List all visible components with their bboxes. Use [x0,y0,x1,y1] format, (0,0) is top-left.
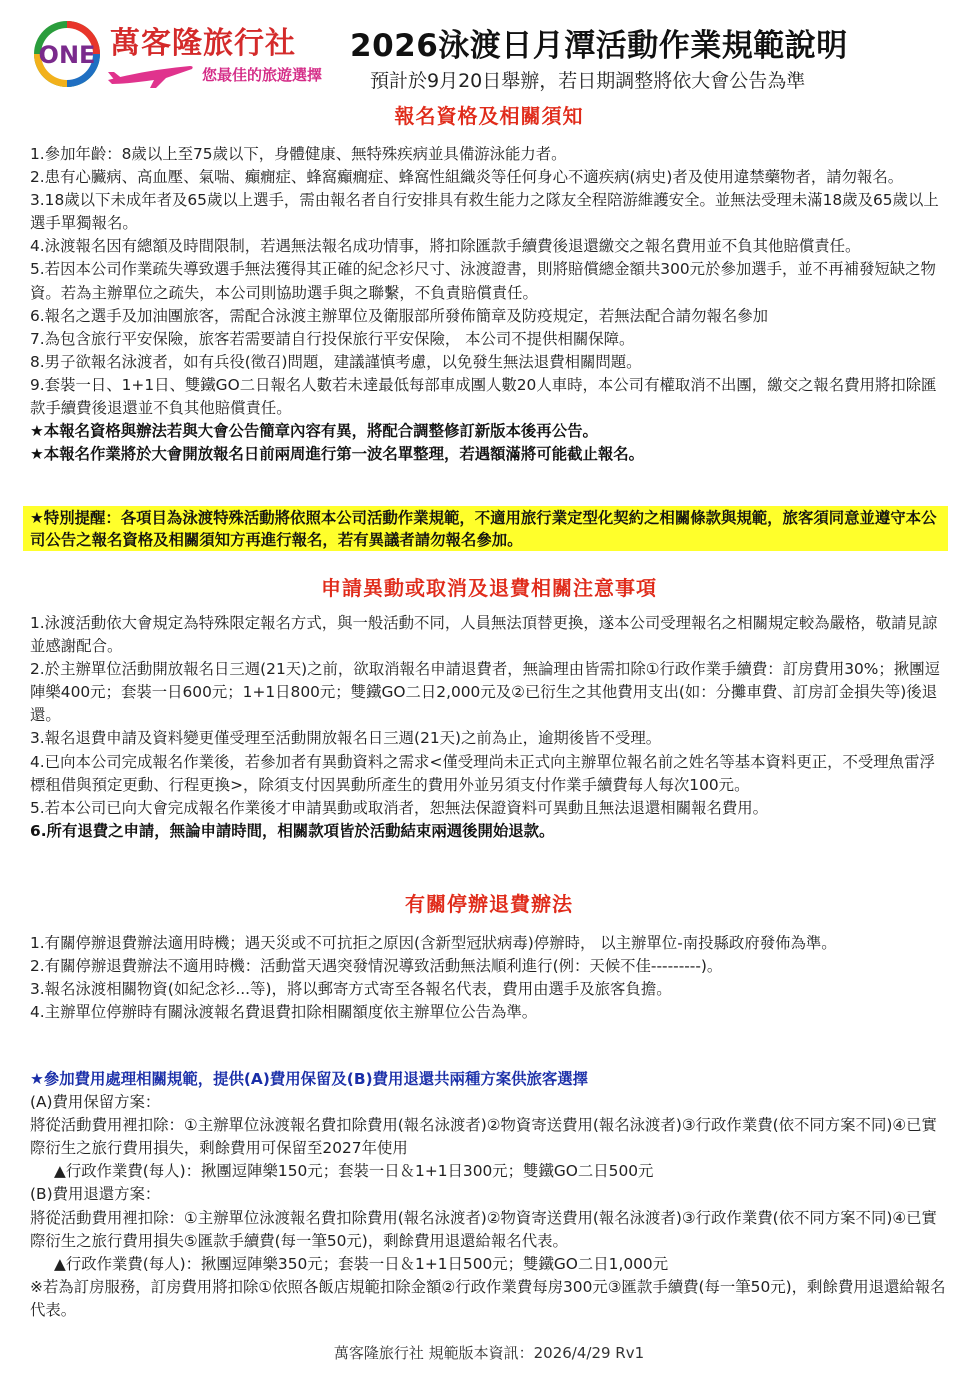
airplane-icon [106,60,196,90]
list-item: 2.於主辦單位活動開放報名日三週(21天)之前，欲取消報名申請退費者，無論理由皆需扣除①行政作業手續費：訂房費用30%；揪團逗陣樂400元；套裝一日600元；1+1日800元；雙鐵GO二日2,000元及②已衍生之其他費用支出(如：分攤車費、訂房訂金損失等)後退還。 [30,660,940,725]
company-logo [30,14,340,94]
fee-heading: ★參加費用處理相關規範，提供(A)費用保留及(B)費用退還共兩種方案供旅客選擇 [30,1070,589,1088]
header [0,0,978,100]
list-item: 6.報名之選手及加油團旅客，需配合泳渡主辦單位及衛服部所發佈簡章及防疫規定，若無法配合請勿報名參加 [30,306,769,325]
logo-text: ONE [38,41,96,69]
plan-b-title: (B)費用退還方案： [30,1185,161,1204]
hotel-note: ※若為訂房服務，訂房費用將扣除①依照各飯店規範扣除金額②行政作業費每房300元③匯款手續費(每一筆50元)，剩餘費用退還給報名代表。 [30,1277,946,1319]
eligibility-list [30,143,950,466]
plan-b-text: 將從活動費用裡扣除：①主辦單位泳渡報名費扣除費用(報名泳渡者)②物資寄送費用(報名泳渡者)③行政作業費(依不同方案不同)④已實際衍生之旅行費用損失⑤匯款手續費(每一筆50元)，剩餘費用退還給報名代表。 [30,1208,937,1250]
cancellation-list [30,612,950,843]
section-heading-cancellation: 申請異動或取消及退費相關注意事項 [321,576,657,600]
list-item: 5.若因本公司作業疏失導致選手無法獲得其正確的紀念衫尺寸、泳渡證書，則將賠償總金額共300元於參加選手，並不再補發短缺之物資。若為主辦單位之疏失，本公司則協助選手與之聯繫，不負責賠償責任。 [30,260,936,302]
list-item-bold: 6.所有退費之申請，無論申請時間，相關款項皆於活動結束兩週後開始退款。 [30,821,555,840]
one-logo-icon [30,18,104,90]
plan-a-text: 將從活動費用裡扣除：①主辦單位泳渡報名費扣除費用(報名泳渡者)②物資寄送費用(報名泳渡者)③行政作業費(依不同方案不同)④已實際衍生之旅行費用損失，剩餘費用可保留至2027年使用 [30,1116,937,1158]
list-item: 1.泳渡活動依大會規定為特殊限定報名方式，與一般活動不同，人員無法頂替更換，遂本公司受理報名之相關規定較為嚴格，敬請見諒並感謝配合。 [30,614,938,656]
list-item: 7.為包含旅行平安保險，旅客若需要請自行投保旅行平安保險， 本公司不提供相關保障。 [30,329,635,348]
special-reminder-text: ★特別提醒：各項目為泳渡特殊活動將依照本公司活動作業規範，不適用旅行業定型化契約之相關條款與規範，旅客須同意並遵守本公司公告之報名資格及相關須知方再進行報名，若有異議者請勿報名參加。 [30,509,937,549]
list-item: 3.18歲以下未成年者及65歲以上選手，需由報名者自行安排具有救生能力之隊友全程陪游維護安全。並無法受理未滿18歲及65歲以上選手單獨報名。 [30,191,939,233]
fee-plans [30,1068,950,1322]
list-item: 1.參加年齡：8歲以上至75歲以下，身體健康、無特殊疾病並具備游泳能力者。 [30,145,567,163]
list-item: 2.有關停辦退費辦法不適用時機：活動當天遇突發情況導致活動無法順利進行(例：天候不佳---------)。 [30,957,723,976]
list-item: 5.若本公司已向大會完成報名作業後才申請異動或取消者，恕無法保證資料可異動且無法退還相關報名費用。 [30,798,769,817]
section-heading-suspension: 有關停辦退費辦法 [405,892,573,916]
brand-name: 萬客隆旅行社 [110,26,296,61]
slogan: 您最佳的旅遊選擇 [202,66,323,84]
list-item: 2.患有心臟病、高血壓、氣喘、癲癇症、蜂窩癲癇症、蜂窩性組織炎等任何身心不適疾病(病史)者及使用違禁藥物者，請勿報名。 [30,168,904,187]
list-item: 4.泳渡報名因有總額及時間限制，若遇無法報名成功情事，將扣除匯款手續費後退還繳交之報名費用並不負其他賠償責任。 [30,237,861,256]
note-item: ★本報名資格與辦法若與大會公告簡章內容有異，將配合調整修訂新版本後再公告。 [30,422,598,441]
plan-a-title: (A)費用保留方案： [30,1093,161,1112]
plan-a-fee: ▲行政作業費(每人)：揪團逗陣樂150元；套裝一日＆1+1日300元；雙鐵GO二日500元 [54,1162,654,1181]
section-heading-eligibility: 報名資格及相關須知 [394,104,584,128]
slogan-row [106,58,346,92]
plan-b-fee: ▲行政作業費(每人)：揪團逗陣樂350元；套裝一日＆1+1日500元；雙鐵GO二日1,000元 [54,1254,669,1273]
list-item: 3.報名泳渡相關物資(如紀念衫...等)，將以郵寄方式寄至各報名代表，費用由選手及旅客負擔。 [30,980,672,999]
note-item: ★本報名作業將於大會開放報名日前兩周進行第一波名單整理，若遇額滿將可能截止報名。 [30,445,645,464]
page-subtitle: 預計於9月20日舉辦，若日期調整將依大會公告為準 [370,70,806,92]
list-item: 4.主辦單位停辦時有關泳渡報名費退費扣除相關額度依主辦單位公告為準。 [30,1003,538,1022]
list-item: 1.有關停辦退費辦法適用時機；遇天災或不可抗拒之原因(含新型冠狀病毒)停辦時， 以主辦單位-南投縣政府發佈為準。 [30,934,837,952]
version-footer: 萬客隆旅行社 規範版本資訊：2026/4/29 Rv1 [333,1344,645,1362]
list-item: 9.套裝一日、1+1日、雙鐵GO二日報名人數若未達最低每部車成團人數20人車時，本公司有權取消不出團，繳交之報名費用將扣除匯款手續費後退還並不負其他賠償責任。 [30,375,937,418]
list-item: 3.報名退費申請及資料變更僅受理至活動開放報名日三週(21天)之前為止，逾期後皆不受理。 [30,729,662,748]
list-item: 4.已向本公司完成報名作業後，若參加者有異動資料之需求<僅受理尚未正式向主辦單位報名前之姓名等基本資料更正，不受理魚雷浮標租借與預定更動、行程更換>，除須支付因異動所產生的費用外並另須支付作業手續費每人每次100元。 [30,752,935,794]
suspension-list [30,932,950,1024]
page-title: 2026泳渡日月潭活動作業規範說明 [350,28,848,64]
list-item: 8.男子欲報名泳渡者，如有兵役(徵召)問題，建議謹慎考慮，以免發生無法退費相關問題。 [30,352,642,371]
